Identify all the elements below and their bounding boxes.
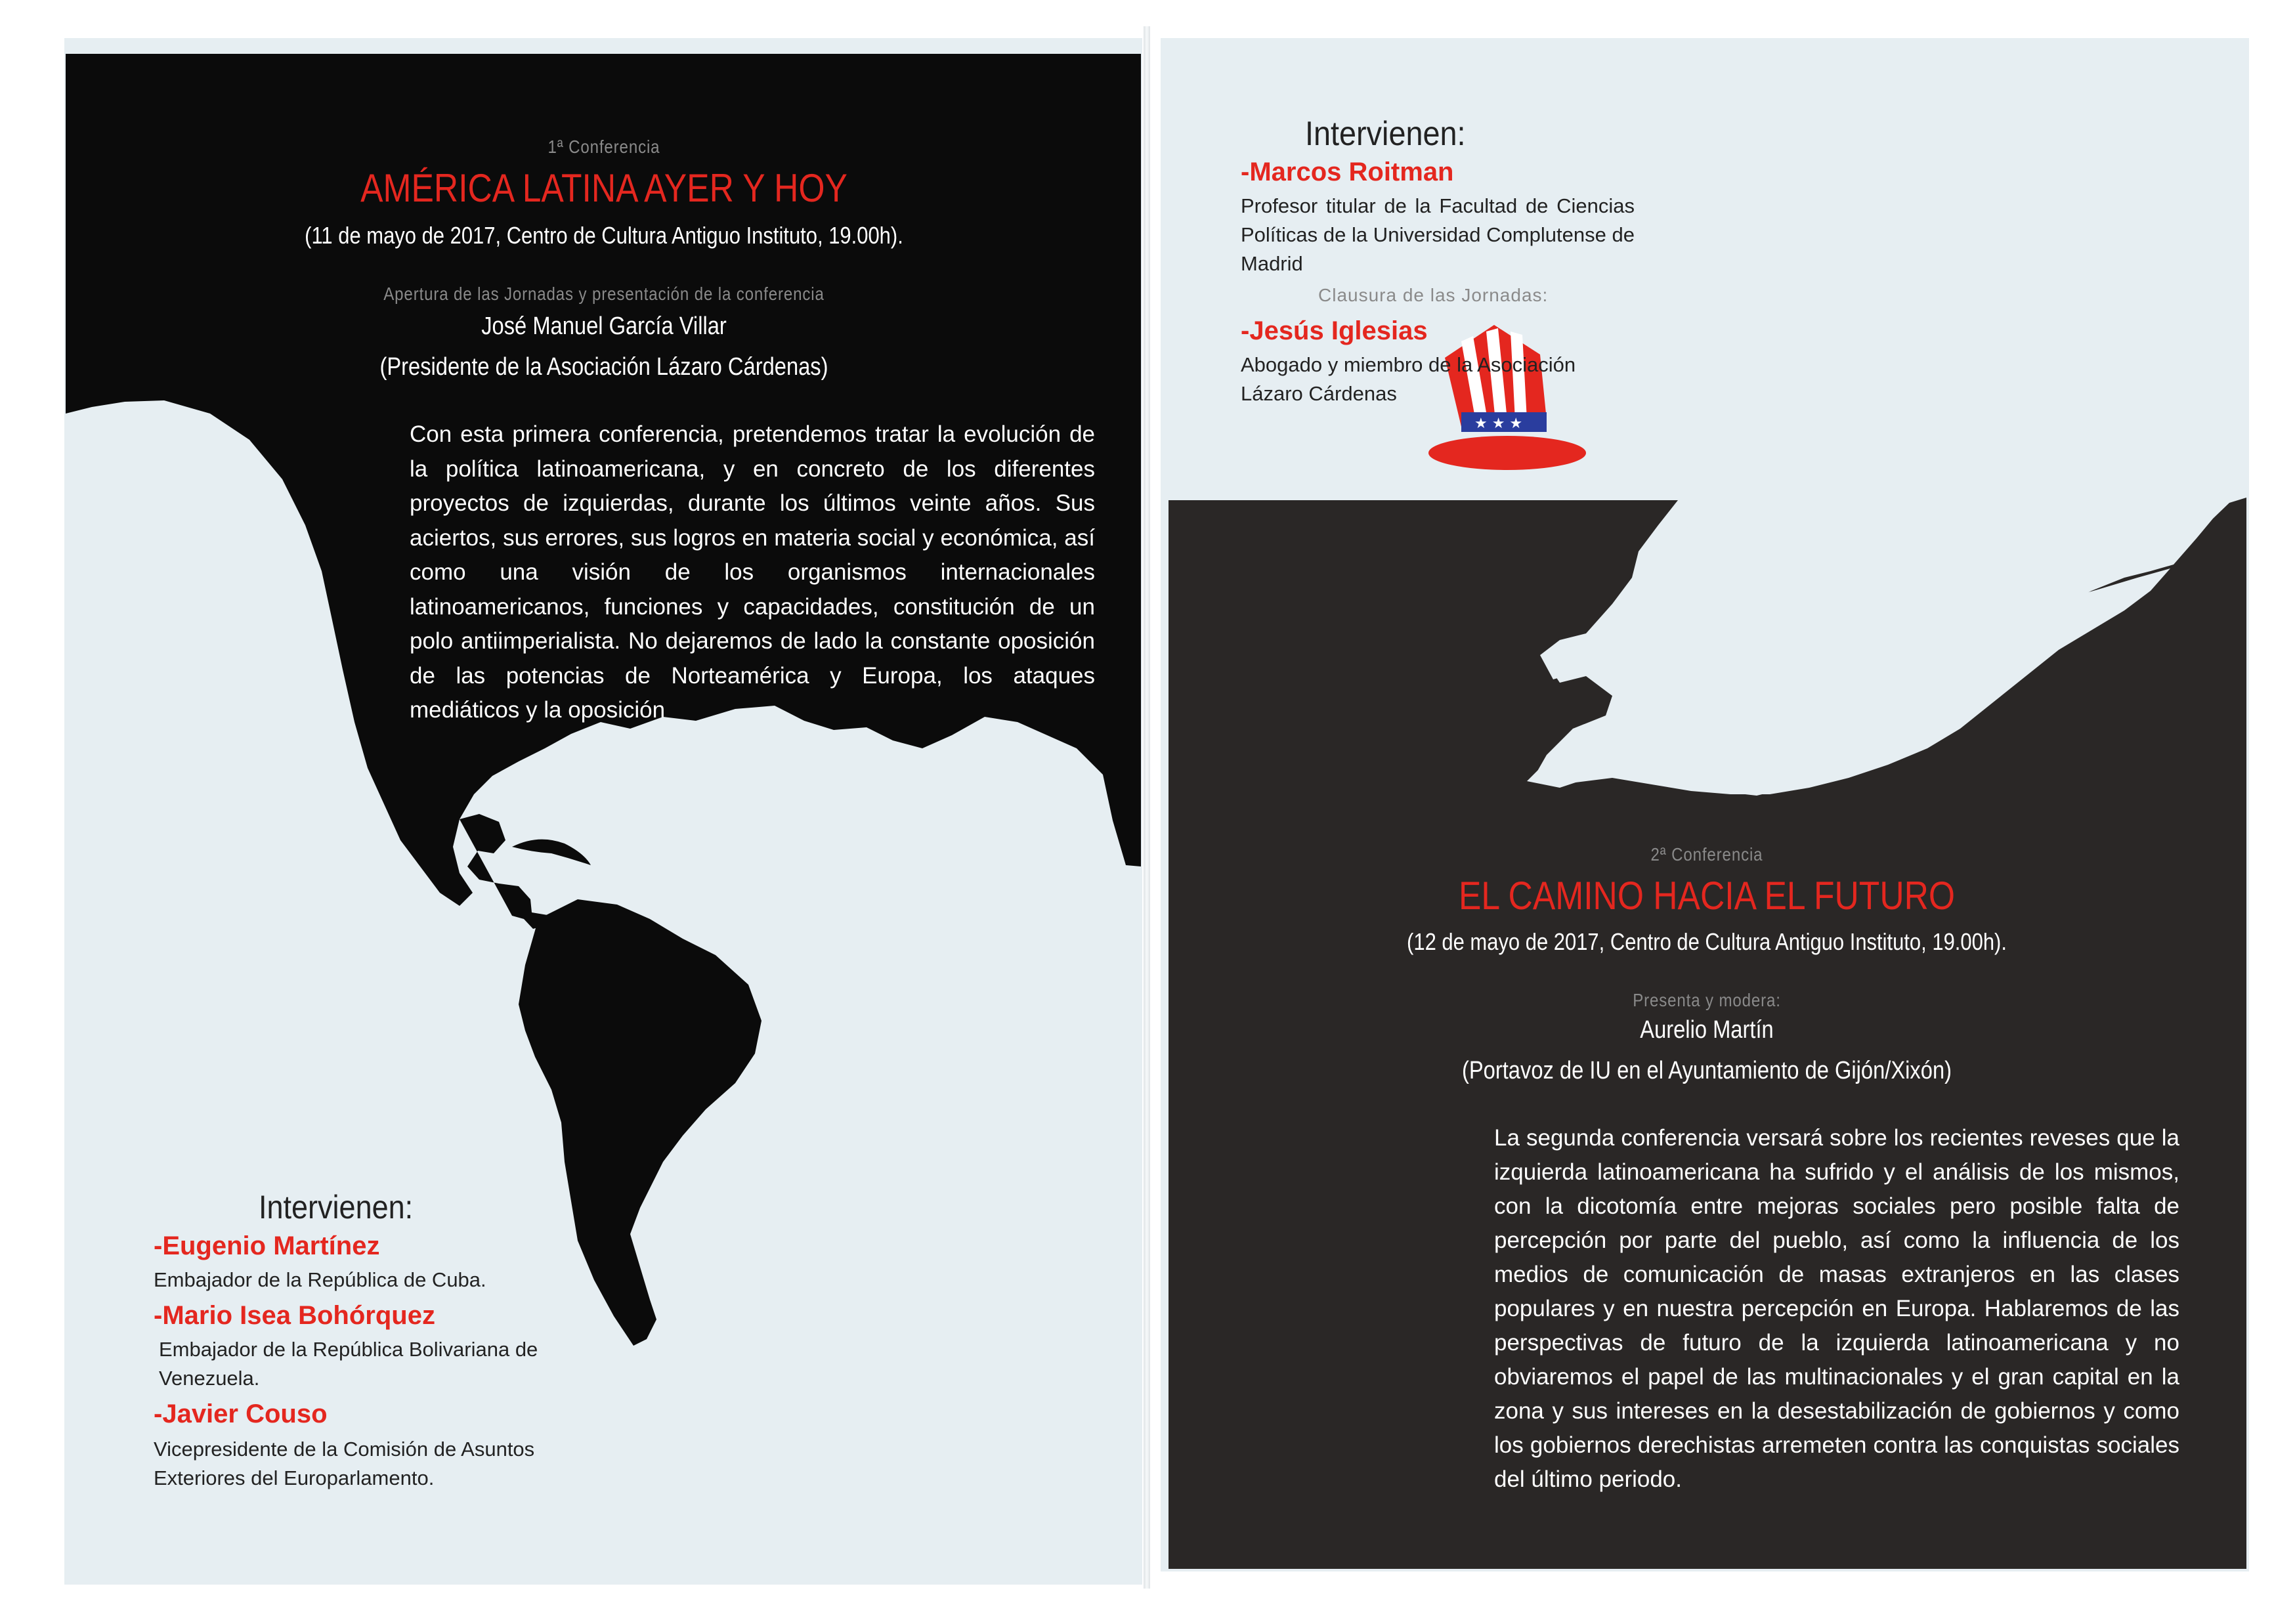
speakers-heading: Intervienen: (259, 1189, 414, 1226)
closing-label: Clausura de las Jornadas: (1318, 285, 1549, 305)
moderator-label: Presenta y modera: (1633, 990, 1781, 1010)
conference-description: La segunda conferencia versará sobre los recientes reveses que la izquierda latinoamericana ha sufrido y el análisis de los mismos, con la dicotomía entre mejoras sociales pero posible falta de percepción por parte del pueblo, así como la influencia de los medios de comunicación de masas extranjeros en las clases populares y en nuestra percepción en Europa. Hablaremos de las perspectivas de futuro de la izquierda latinoamericana y no obviaremos el papel de las multinacionales y el gran capital en la zona y sus intereses en la desestabilización de gobiernos y como los gobiernos derechistas arremeten contra las conquistas sociales del último periodo. (1494, 1125, 2179, 1492)
opening-label: Apertura de las Jornadas y presentación de la conferencia (383, 284, 825, 304)
speaker-role: Embajador de la República Bolivariana de Venezuela. (159, 1338, 538, 1390)
left-page (0, 0, 1142, 1624)
central-america-shape (460, 814, 551, 929)
moderator-role: (Portavoz de IU en el Ayuntamiento de Gijón/Xixón) (1461, 1057, 1952, 1084)
speaker-name: -Eugenio Martínez (154, 1231, 380, 1260)
conference-date-place: (11 de mayo de 2017, Centro de Cultura Antiguo Instituto, 19.00h). (305, 222, 903, 249)
conference-date-place: (12 de mayo de 2017, Centro de Cultura Antiguo Instituto, 19.00h). (1407, 928, 2007, 955)
speaker-name: -Mario Isea Bohórquez (154, 1301, 435, 1330)
speaker-role: Vicepresidente de la Comisión de Asuntos Exteriores del Europarlamento. (154, 1438, 535, 1489)
speaker-role: Abogado y miembro de la Asociación Lázaro Cárdenas (1241, 353, 1576, 405)
svg-text:★ ★ ★: ★ ★ ★ (1474, 416, 1523, 432)
conference-label: 1ª Conferencia (547, 137, 660, 157)
speaker-role: Embajador de la República de Cuba. (154, 1268, 486, 1291)
speaker-name: -Jesús Iglesias (1241, 316, 1428, 345)
presenter-role: (Presidente de la Asociación Lázaro Cárdenas) (379, 353, 828, 381)
speakers-heading: Intervienen: (1305, 115, 1466, 153)
fold-line (1144, 26, 1150, 1589)
speaker-role: Profesor titular de la Facultad de Ciencias Políticas de la Universidad Complutense de Madrid (1241, 194, 1635, 275)
conference-label: 2ª Conferencia (1650, 844, 1763, 865)
moderator-name: Aurelio Martín (1640, 1016, 1774, 1044)
conference-description: Con esta primera conferencia, pretendemos tratar la evolución de la política latinoamericana, y en concreto de los diferentes proyectos de izquierdas, durante los últimos veinte años. Sus aciertos, sus errores, sus logros en materia social y económica, así como una visión de los organismos internacionales latinoamericanos, funciones y capacidades, constitución de un polo antiimperialista. No dejaremos de lado la constante oposición de las potencias de Norteamérica y Europa, los ataques mediáticos y la oposición (410, 421, 1095, 723)
speaker-name: -Javier Couso (154, 1400, 328, 1428)
speaker-name: -Marcos Roitman (1241, 158, 1454, 186)
conference-title: EL CAMINO HACIA EL FUTURO (1459, 874, 1955, 918)
cuba-shape (512, 840, 591, 865)
conference-title: AMÉRICA LATINA AYER Y HOY (360, 166, 847, 210)
presenter-name: José Manuel García Villar (481, 312, 727, 340)
right-page (1153, 0, 2295, 1624)
